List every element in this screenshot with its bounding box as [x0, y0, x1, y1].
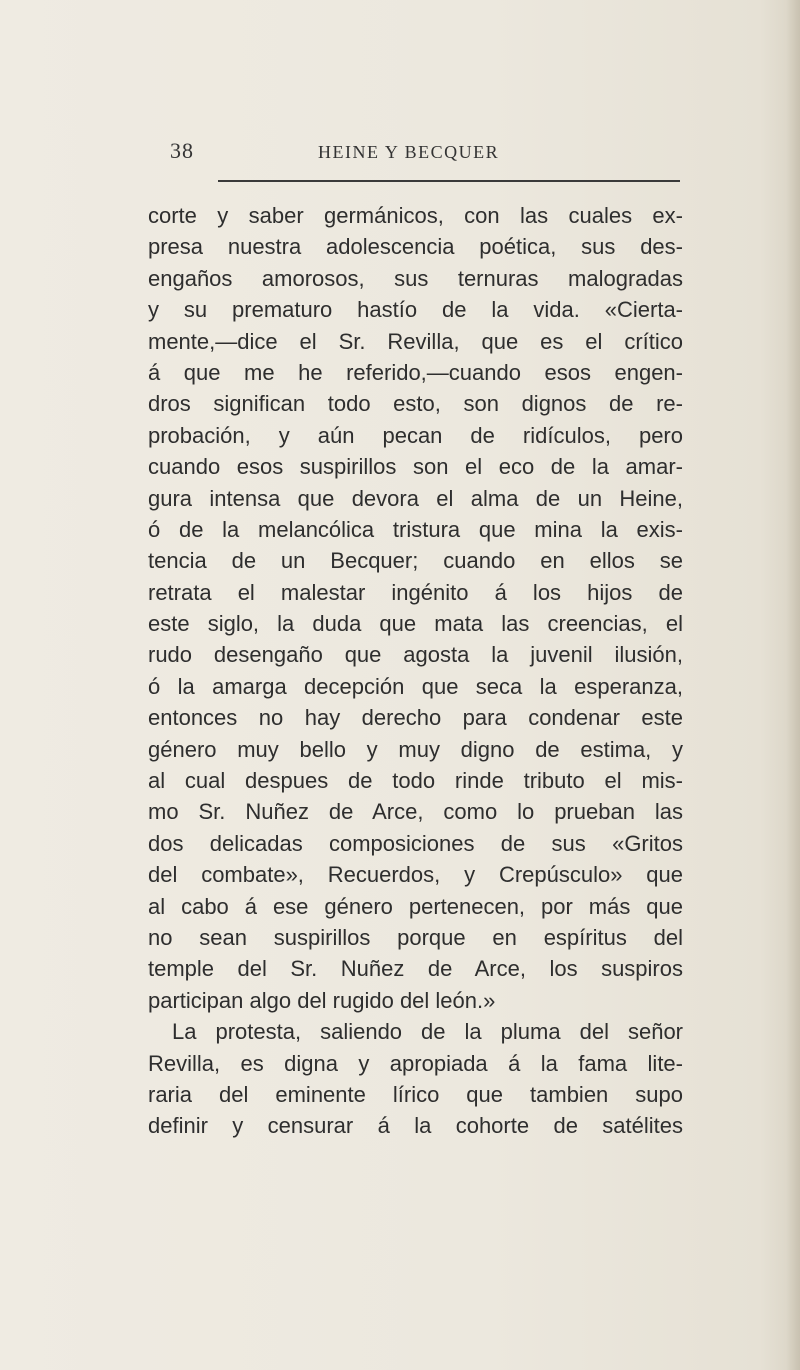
- body-text: [148, 200, 683, 1142]
- text-line: tencia de un Becquer; cuando en ellos se: [148, 548, 683, 574]
- text-line: retrata el malestar ingénito á los hijos de: [148, 579, 683, 605]
- text-line: temple del Sr. Nuñez de Arce, los suspiros: [148, 956, 683, 982]
- text-line: entonces no hay derecho para condenar este: [148, 705, 683, 731]
- text-line: dos delicadas composiciones de sus «Gritos: [148, 830, 683, 856]
- text-line: al cual despues de todo rinde tributo el mis-: [148, 768, 683, 794]
- page-edge-shadow: [786, 0, 800, 1370]
- running-head: HEINE Y BECQUER: [318, 142, 500, 162]
- text-line: dros significan todo esto, son dignos de re-: [148, 391, 683, 417]
- page-number: 38: [170, 138, 194, 163]
- text-line: cuando esos suspirillos son el eco de la amar-: [148, 454, 683, 480]
- header-rule: [218, 180, 680, 182]
- page-header: [170, 138, 680, 168]
- text-line: corte y saber germánicos, con las cuales ex-: [148, 203, 683, 228]
- text-line: participan algo del rugido del león.»: [148, 987, 496, 1013]
- text-line: mente,—dice el Sr. Revilla, que es el crítico: [148, 328, 683, 354]
- text-line: ó la amarga decepción que seca la esperanza,: [148, 673, 683, 699]
- text-line: presa nuestra adolescencia poética, sus des-: [148, 234, 683, 260]
- text-line: definir y censurar á la cohorte de satélites: [148, 1113, 683, 1139]
- text-line: La protesta, saliendo de la pluma del señor: [172, 1019, 683, 1045]
- text-line: gura intensa que devora el alma de un Heine,: [148, 485, 683, 511]
- text-line: mo Sr. Nuñez de Arce, como lo prueban las: [148, 799, 683, 825]
- text-line: este siglo, la duda que mata las creencias, el: [148, 611, 683, 637]
- text-line: no sean suspirillos porque en espíritus del: [148, 924, 683, 950]
- text-line: al cabo á ese género pertenecen, por más que: [148, 893, 683, 919]
- text-line: probación, y aún pecan de ridículos, pero: [148, 422, 683, 448]
- text-line: y su prematuro hastío de la vida. «Cierta-: [148, 297, 683, 323]
- text-line: rudo desengaño que agosta la juvenil ilusión,: [148, 642, 683, 668]
- text-line: ó de la melancólica tristura que mina la exis-: [148, 516, 683, 542]
- text-line: Revilla, es digna y apropiada á la fama lite-: [148, 1050, 683, 1076]
- text-line: del combate», Recuerdos, y Crepúsculo» que: [148, 862, 683, 888]
- text-line: engaños amorosos, sus ternuras malogradas: [148, 265, 683, 291]
- text-line: género muy bello y muy digno de estima, y: [148, 736, 683, 762]
- text-line: á que me he referido,—cuando esos engen-: [148, 359, 683, 385]
- text-line: raria del eminente lírico que tambien supo: [148, 1081, 683, 1107]
